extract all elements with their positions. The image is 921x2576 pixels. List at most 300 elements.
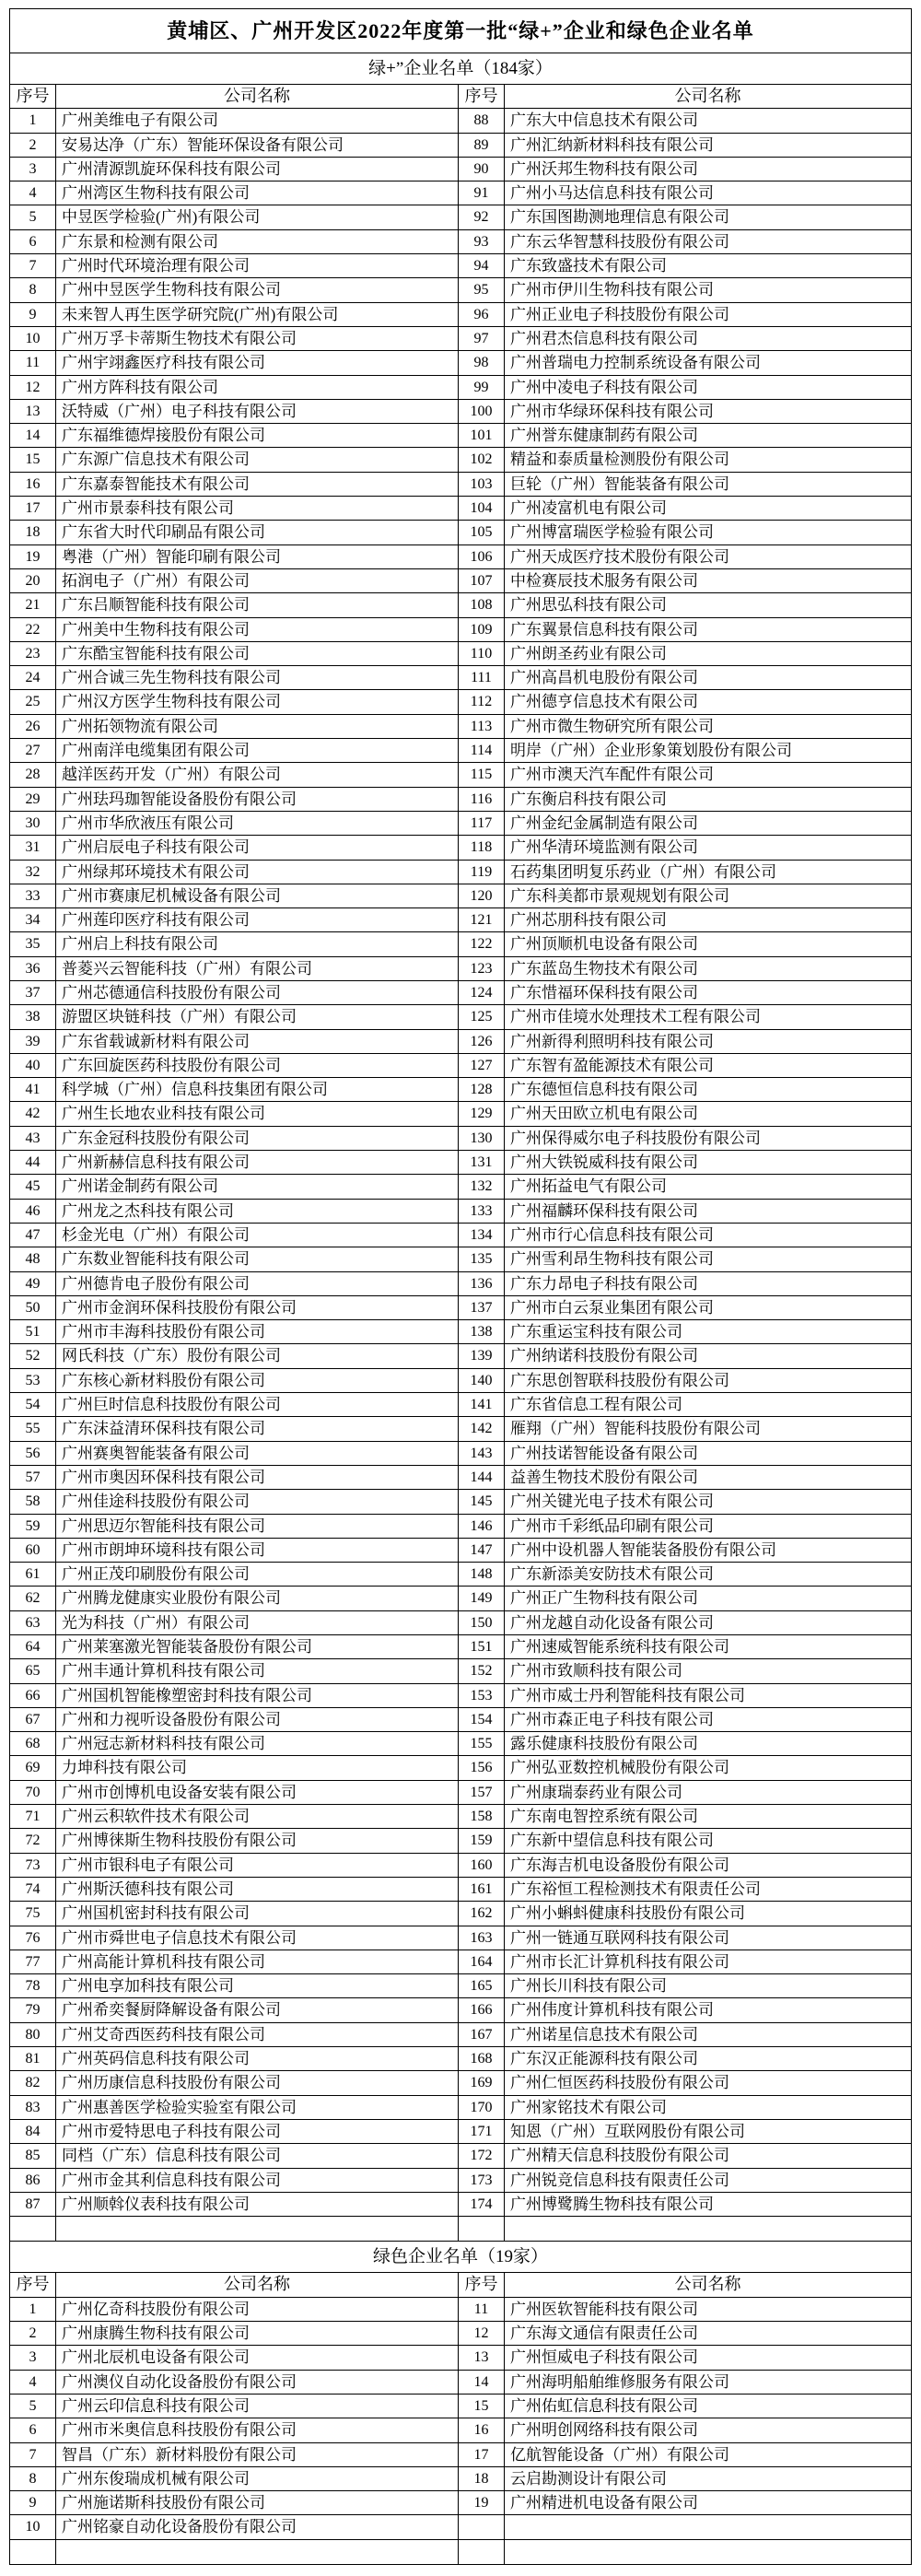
page-bottom-margin — [0, 2565, 921, 2576]
row-number-cell — [459, 2515, 505, 2539]
row-number-cell: 31 — [10, 836, 56, 860]
company-name-cell: 露乐健康科技股份有限公司 — [505, 1732, 911, 1756]
row-number-cell: 45 — [10, 1175, 56, 1199]
row-number-cell: 127 — [459, 1054, 505, 1078]
row-number-cell: 138 — [459, 1320, 505, 1344]
company-name-cell: 广州希奕餐厨降解设备有限公司 — [56, 1998, 459, 2022]
row-number-cell: 9 — [10, 2491, 56, 2515]
green-plus-section-title: 绿+”企业名单（184家） — [10, 53, 911, 85]
row-number-cell: 132 — [459, 1175, 505, 1199]
company-name-cell: 广州斯沃德科技有限公司 — [56, 1878, 459, 1902]
row-number-cell: 96 — [459, 303, 505, 327]
row-number-cell: 112 — [459, 690, 505, 714]
row-number-cell: 32 — [10, 861, 56, 884]
row-number-cell: 98 — [459, 351, 505, 375]
row-number-cell: 21 — [10, 593, 56, 617]
company-name-cell: 广东大中信息技术有限公司 — [505, 109, 911, 133]
company-name-cell: 广州天成医疗技术股份有限公司 — [505, 545, 911, 569]
row-number-cell: 67 — [10, 1708, 56, 1732]
company-name-cell: 广州一链通互联网科技有限公司 — [505, 1926, 911, 1950]
row-number-cell — [10, 2540, 56, 2564]
company-name-cell: 广州赛奥智能装备有限公司 — [56, 1442, 459, 1466]
row-number-cell: 85 — [10, 2144, 56, 2168]
company-name-cell: 广州普瑞电力控制系统设备有限公司 — [505, 351, 911, 375]
row-number-cell: 68 — [10, 1732, 56, 1756]
company-name-cell: 广州弘亚数控机械股份有限公司 — [505, 1756, 911, 1780]
company-name-cell: 广东智有盈能源技术有限公司 — [505, 1054, 911, 1078]
row-number-cell: 56 — [10, 1442, 56, 1466]
row-number-cell: 38 — [10, 1005, 56, 1029]
row-number-cell: 172 — [459, 2144, 505, 2168]
company-name-cell: 广州市千彩纸品印刷有限公司 — [505, 1515, 911, 1539]
company-name-cell: 广州市爱特思电子科技有限公司 — [56, 2120, 459, 2144]
company-name-cell — [56, 2540, 459, 2564]
row-number-cell: 43 — [10, 1127, 56, 1151]
row-number-cell: 146 — [459, 1515, 505, 1539]
company-name-cell — [56, 2217, 459, 2241]
row-number-cell: 4 — [10, 181, 56, 205]
row-number-cell: 19 — [459, 2491, 505, 2515]
company-name-cell: 广东蓝岛生物技术有限公司 — [505, 957, 911, 981]
row-number-cell: 110 — [459, 642, 505, 666]
company-name-cell: 广州市森正电子科技有限公司 — [505, 1708, 911, 1732]
company-name-cell: 广东回旋医药科技股份有限公司 — [56, 1054, 459, 1078]
row-number-cell: 15 — [10, 448, 56, 472]
company-name-cell: 广州市银科电子有限公司 — [56, 1854, 459, 1878]
company-name-cell: 广州速威智能系统科技有限公司 — [505, 1635, 911, 1659]
row-number-cell: 3 — [10, 158, 56, 181]
company-name-cell: 广州拓益电气有限公司 — [505, 1175, 911, 1199]
company-name-cell: 广州思弘科技有限公司 — [505, 593, 911, 617]
company-name-cell: 广州纳诺科技股份有限公司 — [505, 1344, 911, 1368]
green-plus-table-body — [10, 109, 911, 2241]
company-name-cell: 广州德肯电子股份有限公司 — [56, 1272, 459, 1296]
company-name-cell: 广州拓领物流有限公司 — [56, 715, 459, 739]
company-name-cell: 广州中设机器人智能装备股份有限公司 — [505, 1539, 911, 1563]
company-name-cell: 广州龙越自动化设备有限公司 — [505, 1611, 911, 1635]
row-number-cell: 108 — [459, 593, 505, 617]
company-name-cell: 巨轮（广州）智能装备有限公司 — [505, 473, 911, 497]
company-name-cell: 广东酷宝智能科技有限公司 — [56, 642, 459, 666]
company-name-cell: 广东南电智控系统有限公司 — [505, 1805, 911, 1829]
company-name-cell: 广东新添美安防技术有限公司 — [505, 1563, 911, 1587]
company-name-cell: 广州仁恒医药科技股份有限公司 — [505, 2071, 911, 2095]
company-name-cell: 广州市米奥信息科技股份有限公司 — [56, 2418, 459, 2442]
row-number-cell: 57 — [10, 1466, 56, 1490]
row-number-cell: 137 — [459, 1296, 505, 1320]
row-number-cell: 26 — [10, 715, 56, 739]
header-seq-left: 序号 — [10, 2273, 56, 2297]
row-number-cell: 28 — [10, 763, 56, 787]
company-name-cell: 广州沃邦生物科技有限公司 — [505, 158, 911, 181]
company-name-cell: 广州清源凯旋环保科技有限公司 — [56, 158, 459, 181]
row-number-cell: 93 — [459, 230, 505, 254]
company-name-cell: 广州国机智能橡塑密封科技有限公司 — [56, 1684, 459, 1708]
row-number-cell: 39 — [10, 1030, 56, 1054]
company-name-cell: 广州市华欣液压有限公司 — [56, 812, 459, 836]
company-name-cell: 广州历康信息科技股份有限公司 — [56, 2071, 459, 2095]
header-company-left: 公司名称 — [56, 85, 459, 109]
company-name-cell: 广州绿邦环境技术有限公司 — [56, 861, 459, 884]
company-name-cell: 广州高能计算机科技有限公司 — [56, 1950, 459, 1974]
company-name-cell: 广东国图勘测地理信息有限公司 — [505, 205, 911, 229]
row-number-cell: 168 — [459, 2047, 505, 2071]
row-number-cell: 1 — [10, 2298, 56, 2322]
company-name-cell — [505, 2515, 911, 2539]
row-number-cell: 80 — [10, 2023, 56, 2047]
company-name-cell: 力坤科技有限公司 — [56, 1756, 459, 1780]
row-number-cell: 40 — [10, 1054, 56, 1078]
company-name-cell: 广州启上科技有限公司 — [56, 932, 459, 956]
row-number-cell: 126 — [459, 1030, 505, 1054]
row-number-cell: 116 — [459, 788, 505, 812]
company-name-cell: 广州精进机电设备有限公司 — [505, 2491, 911, 2515]
row-number-cell: 70 — [10, 1781, 56, 1805]
company-name-cell: 广州云积软件技术有限公司 — [56, 1805, 459, 1829]
row-number-cell: 79 — [10, 1998, 56, 2022]
row-number-cell: 2 — [10, 134, 56, 158]
row-number-cell: 3 — [10, 2346, 56, 2370]
company-name-cell: 云启勘测设计有限公司 — [505, 2467, 911, 2491]
company-name-cell: 广州施诺斯科技股份有限公司 — [56, 2491, 459, 2515]
company-name-cell: 广东翼景信息科技有限公司 — [505, 618, 911, 642]
row-number-cell: 75 — [10, 1902, 56, 1926]
company-name-cell: 广州生长地农业科技有限公司 — [56, 1102, 459, 1126]
row-number-cell: 95 — [459, 278, 505, 302]
row-number-cell: 24 — [10, 666, 56, 690]
row-number-cell: 52 — [10, 1344, 56, 1368]
row-number-cell: 131 — [459, 1151, 505, 1175]
company-name-cell: 广州博徕斯生物科技股份有限公司 — [56, 1829, 459, 1853]
company-name-cell: 广州新赫信息科技有限公司 — [56, 1151, 459, 1175]
row-number-cell: 1 — [10, 109, 56, 133]
company-name-cell: 广州恒威电子科技有限公司 — [505, 2346, 911, 2370]
company-name-cell: 广州市佳境水处理技术工程有限公司 — [505, 1005, 911, 1029]
row-number-cell: 167 — [459, 2023, 505, 2047]
row-number-cell: 77 — [10, 1950, 56, 1974]
row-number-cell: 59 — [10, 1515, 56, 1539]
company-name-cell: 石药集团明复乐药业（广州）有限公司 — [505, 861, 911, 884]
company-name-cell: 拓润电子（广州）有限公司 — [56, 569, 459, 593]
company-name-cell: 广州英码信息科技有限公司 — [56, 2047, 459, 2071]
row-number-cell: 162 — [459, 1902, 505, 1926]
company-name-cell: 广州正茂印刷股份有限公司 — [56, 1563, 459, 1587]
company-name-cell: 广州澳仪自动化设备股份有限公司 — [56, 2371, 459, 2395]
row-number-cell: 54 — [10, 1393, 56, 1417]
company-name-cell: 广州腾龙健康实业股份有限公司 — [56, 1587, 459, 1610]
company-name-cell: 广州海明船舶维修服务有限公司 — [505, 2371, 911, 2395]
row-number-cell: 55 — [10, 1417, 56, 1441]
row-number-cell: 14 — [459, 2371, 505, 2395]
company-name-cell: 广州诺金制药有限公司 — [56, 1175, 459, 1199]
company-name-cell: 广州电享加科技有限公司 — [56, 1974, 459, 1998]
company-name-cell: 广东惜福环保科技有限公司 — [505, 981, 911, 1005]
company-name-cell: 广州家铭技术有限公司 — [505, 2096, 911, 2120]
company-name-cell: 广州铭豪自动化设备股份有限公司 — [56, 2515, 459, 2539]
row-number-cell: 58 — [10, 1490, 56, 1514]
company-name-cell: 广州佑虹信息科技有限公司 — [505, 2395, 911, 2418]
row-number-cell: 160 — [459, 1854, 505, 1878]
row-number-cell: 86 — [10, 2169, 56, 2193]
company-name-cell: 游盟区块链科技（广州）有限公司 — [56, 1005, 459, 1029]
company-name-cell: 越洋医药开发（广州）有限公司 — [56, 763, 459, 787]
row-number-cell: 159 — [459, 1829, 505, 1853]
company-name-cell: 广东重运宝科技有限公司 — [505, 1320, 911, 1344]
company-name-cell: 广州大铁锐威科技有限公司 — [505, 1151, 911, 1175]
company-name-cell: 广州德亨信息技术有限公司 — [505, 690, 911, 714]
row-number-cell: 71 — [10, 1805, 56, 1829]
row-number-cell: 97 — [459, 327, 505, 351]
row-number-cell: 101 — [459, 424, 505, 448]
row-number-cell: 134 — [459, 1224, 505, 1247]
row-number-cell: 174 — [459, 2193, 505, 2217]
company-name-cell: 广州市赛康尼机械设备有限公司 — [56, 884, 459, 908]
header-company-right: 公司名称 — [505, 85, 911, 109]
header-seq-right: 序号 — [459, 85, 505, 109]
company-name-cell: 广州亿奇科技股份有限公司 — [56, 2298, 459, 2322]
company-name-cell: 广州市创博机电设备安装有限公司 — [56, 1781, 459, 1805]
company-name-cell: 广东海文通信有限责任公司 — [505, 2322, 911, 2346]
row-number-cell: 66 — [10, 1684, 56, 1708]
row-number-cell: 50 — [10, 1296, 56, 1320]
row-number-cell: 166 — [459, 1998, 505, 2022]
company-name-cell: 广州华清环境监测有限公司 — [505, 836, 911, 860]
row-number-cell: 74 — [10, 1878, 56, 1902]
row-number-cell: 81 — [10, 2047, 56, 2071]
row-number-cell: 105 — [459, 521, 505, 544]
company-name-cell: 广州方阵科技有限公司 — [56, 376, 459, 400]
company-name-cell: 广州高昌机电股份有限公司 — [505, 666, 911, 690]
row-number-cell: 6 — [10, 2418, 56, 2442]
row-number-cell: 113 — [459, 715, 505, 739]
row-number-cell: 124 — [459, 981, 505, 1005]
row-number-cell: 149 — [459, 1587, 505, 1610]
row-number-cell: 173 — [459, 2169, 505, 2193]
row-number-cell: 64 — [10, 1635, 56, 1659]
company-name-cell: 广州精天信息科技股份有限公司 — [505, 2144, 911, 2168]
row-number-cell: 152 — [459, 1659, 505, 1683]
row-number-cell: 119 — [459, 861, 505, 884]
row-number-cell: 155 — [459, 1732, 505, 1756]
green-plus-table-header — [10, 85, 911, 109]
company-name-cell: 广州美中生物科技有限公司 — [56, 618, 459, 642]
row-number-cell: 63 — [10, 1611, 56, 1635]
row-number-cell: 164 — [459, 1950, 505, 1974]
row-number-cell: 47 — [10, 1224, 56, 1247]
row-number-cell: 62 — [10, 1587, 56, 1610]
row-number-cell: 109 — [459, 618, 505, 642]
company-name-cell: 杉金光电（广州）有限公司 — [56, 1224, 459, 1247]
row-number-cell: 33 — [10, 884, 56, 908]
company-name-cell: 智昌（广东）新材料股份有限公司 — [56, 2443, 459, 2467]
company-name-cell: 广东福维德焊接股份有限公司 — [56, 424, 459, 448]
row-number-cell: 165 — [459, 1974, 505, 1998]
row-number-cell: 8 — [10, 278, 56, 302]
row-number-cell: 148 — [459, 1563, 505, 1587]
row-number-cell: 144 — [459, 1466, 505, 1490]
company-name-cell: 广东源广信息技术有限公司 — [56, 448, 459, 472]
company-name-cell: 广东省载诚新材料有限公司 — [56, 1030, 459, 1054]
company-name-cell: 广州市长汇计算机科技有限公司 — [505, 1950, 911, 1974]
row-number-cell: 41 — [10, 1078, 56, 1102]
row-number-cell: 141 — [459, 1393, 505, 1417]
row-number-cell: 20 — [10, 569, 56, 593]
company-name-cell: 广州佳途科技股份有限公司 — [56, 1490, 459, 1514]
company-name-cell: 广东德恒信息科技有限公司 — [505, 1078, 911, 1102]
company-name-cell: 广州雪利昂生物科技有限公司 — [505, 1247, 911, 1271]
company-name-cell: 广州诺星信息技术有限公司 — [505, 2023, 911, 2047]
company-name-cell: 广州云印信息科技有限公司 — [56, 2395, 459, 2418]
company-name-cell: 广州锐竞信息科技有限责任公司 — [505, 2169, 911, 2193]
row-number-cell: 90 — [459, 158, 505, 181]
row-number-cell: 151 — [459, 1635, 505, 1659]
company-name-cell: 粤港（广州）智能印刷有限公司 — [56, 545, 459, 569]
company-name-cell: 沃特威（广州）电子科技有限公司 — [56, 400, 459, 424]
row-number-cell: 22 — [10, 618, 56, 642]
company-name-cell: 广州市澳天汽车配件有限公司 — [505, 763, 911, 787]
company-name-cell: 广州市白云泵业集团有限公司 — [505, 1296, 911, 1320]
company-name-cell: 广东致盛技术有限公司 — [505, 254, 911, 278]
company-name-cell: 广州康腾生物科技有限公司 — [56, 2322, 459, 2346]
row-number-cell: 53 — [10, 1369, 56, 1393]
row-number-cell: 157 — [459, 1781, 505, 1805]
company-name-cell: 广东吕顺智能科技有限公司 — [56, 593, 459, 617]
row-number-cell: 145 — [459, 1490, 505, 1514]
row-number-cell: 60 — [10, 1539, 56, 1563]
row-number-cell: 104 — [459, 497, 505, 521]
row-number-cell: 49 — [10, 1272, 56, 1296]
page-title: 黄埔区、广州开发区2022年度第一批“绿+”企业和绿色企业名单 — [10, 9, 911, 53]
company-name-cell: 广州市丰海科技股份有限公司 — [56, 1320, 459, 1344]
company-name-cell: 广州湾区生物科技有限公司 — [56, 181, 459, 205]
row-number-cell: 11 — [459, 2298, 505, 2322]
company-name-cell: 广东海吉机电设备股份有限公司 — [505, 1854, 911, 1878]
row-number-cell: 92 — [459, 205, 505, 229]
row-number-cell: 125 — [459, 1005, 505, 1029]
company-name-cell: 中昱医学检验(广州)有限公司 — [56, 205, 459, 229]
row-number-cell: 135 — [459, 1247, 505, 1271]
row-number-cell: 118 — [459, 836, 505, 860]
row-number-cell: 10 — [10, 2515, 56, 2539]
row-number-cell: 2 — [10, 2322, 56, 2346]
row-number-cell: 76 — [10, 1926, 56, 1950]
company-name-cell: 广州福麟环保科技有限公司 — [505, 1200, 911, 1224]
company-name-cell: 广州市华绿环保科技有限公司 — [505, 400, 911, 424]
company-name-cell: 广州丰通计算机科技有限公司 — [56, 1659, 459, 1683]
company-name-cell: 广州北辰机电设备有限公司 — [56, 2346, 459, 2370]
row-number-cell: 171 — [459, 2120, 505, 2144]
row-number-cell: 15 — [459, 2395, 505, 2418]
company-name-cell: 广州技诺智能设备有限公司 — [505, 1442, 911, 1466]
company-name-cell: 光为科技（广州）有限公司 — [56, 1611, 459, 1635]
row-number-cell: 18 — [10, 521, 56, 544]
company-name-cell: 广州小马达信息科技有限公司 — [505, 181, 911, 205]
row-number-cell: 16 — [10, 473, 56, 497]
row-number-cell: 120 — [459, 884, 505, 908]
company-name-cell: 广东衡启科技有限公司 — [505, 788, 911, 812]
row-number-cell: 18 — [459, 2467, 505, 2491]
row-number-cell: 30 — [10, 812, 56, 836]
company-name-cell: 广州康瑞泰药业有限公司 — [505, 1781, 911, 1805]
row-number-cell: 115 — [459, 763, 505, 787]
row-number-cell: 44 — [10, 1151, 56, 1175]
row-number-cell: 8 — [10, 2467, 56, 2491]
company-name-cell: 广东嘉泰智能技术有限公司 — [56, 473, 459, 497]
row-number-cell: 46 — [10, 1200, 56, 1224]
company-name-cell: 广东景和检测有限公司 — [56, 230, 459, 254]
company-name-cell: 广州博鹭腾生物科技有限公司 — [505, 2193, 911, 2217]
company-name-cell: 广东新中望信息科技有限公司 — [505, 1829, 911, 1853]
row-number-cell: 82 — [10, 2071, 56, 2095]
company-name-cell: 知恩（广州）互联网股份有限公司 — [505, 2120, 911, 2144]
company-name-cell: 益善生物技术股份有限公司 — [505, 1466, 911, 1490]
row-number-cell: 123 — [459, 957, 505, 981]
green-section-title: 绿色企业名单（19家） — [10, 2241, 911, 2273]
row-number-cell: 117 — [459, 812, 505, 836]
company-name-cell: 广州中昱医学生物科技有限公司 — [56, 278, 459, 302]
row-number-cell: 17 — [10, 497, 56, 521]
row-number-cell: 142 — [459, 1417, 505, 1441]
row-number-cell: 42 — [10, 1102, 56, 1126]
row-number-cell: 129 — [459, 1102, 505, 1126]
company-name-cell: 广东科美都市景观规划有限公司 — [505, 884, 911, 908]
row-number-cell: 88 — [459, 109, 505, 133]
row-number-cell: 27 — [10, 739, 56, 763]
company-name-cell: 科学城（广州）信息科技集团有限公司 — [56, 1078, 459, 1102]
company-name-cell: 广州冠志新材料科技有限公司 — [56, 1732, 459, 1756]
company-name-cell: 广州莲印医疗科技有限公司 — [56, 908, 459, 932]
row-number-cell: 147 — [459, 1539, 505, 1563]
company-name-cell: 广州市威士丹利智能科技有限公司 — [505, 1684, 911, 1708]
company-name-cell: 广州珐玛珈智能设备股份有限公司 — [56, 788, 459, 812]
company-name-cell: 广州顶顺机电设备有限公司 — [505, 932, 911, 956]
row-number-cell — [10, 2217, 56, 2241]
company-name-cell: 广州顺斡仪表科技有限公司 — [56, 2193, 459, 2217]
company-name-cell: 广州市行心信息科技有限公司 — [505, 1224, 911, 1247]
company-name-cell: 广东核心新材料股份有限公司 — [56, 1369, 459, 1393]
green-table-body — [10, 2298, 911, 2564]
row-number-cell: 161 — [459, 1878, 505, 1902]
company-name-cell: 广州东俊瑞成机械有限公司 — [56, 2467, 459, 2491]
row-number-cell: 158 — [459, 1805, 505, 1829]
company-name-cell: 同档（广东）信息科技有限公司 — [56, 2144, 459, 2168]
company-name-cell: 广州惠善医学检验实验室有限公司 — [56, 2096, 459, 2120]
row-number-cell: 34 — [10, 908, 56, 932]
company-name-cell: 广州芯朋科技有限公司 — [505, 908, 911, 932]
row-number-cell: 69 — [10, 1756, 56, 1780]
row-number-cell: 136 — [459, 1272, 505, 1296]
company-name-cell: 雁翔（广州）智能科技股份有限公司 — [505, 1417, 911, 1441]
company-name-cell: 精益和泰质量检测股份有限公司 — [505, 448, 911, 472]
row-number-cell: 91 — [459, 181, 505, 205]
row-number-cell: 25 — [10, 690, 56, 714]
header-company-right: 公司名称 — [505, 2273, 911, 2297]
row-number-cell — [459, 2540, 505, 2564]
row-number-cell: 150 — [459, 1611, 505, 1635]
row-number-cell: 102 — [459, 448, 505, 472]
row-number-cell: 13 — [10, 400, 56, 424]
row-number-cell — [459, 2217, 505, 2241]
row-number-cell: 163 — [459, 1926, 505, 1950]
company-name-cell: 广州市朗坤环境科技有限公司 — [56, 1539, 459, 1563]
row-number-cell: 139 — [459, 1344, 505, 1368]
row-number-cell: 13 — [459, 2346, 505, 2370]
row-number-cell: 107 — [459, 569, 505, 593]
company-name-cell: 广州医软智能科技有限公司 — [505, 2298, 911, 2322]
company-name-cell: 广州汉方医学生物科技有限公司 — [56, 690, 459, 714]
company-name-cell: 广州市奥因环保科技有限公司 — [56, 1466, 459, 1490]
company-name-cell: 广州和力视听设备股份有限公司 — [56, 1708, 459, 1732]
